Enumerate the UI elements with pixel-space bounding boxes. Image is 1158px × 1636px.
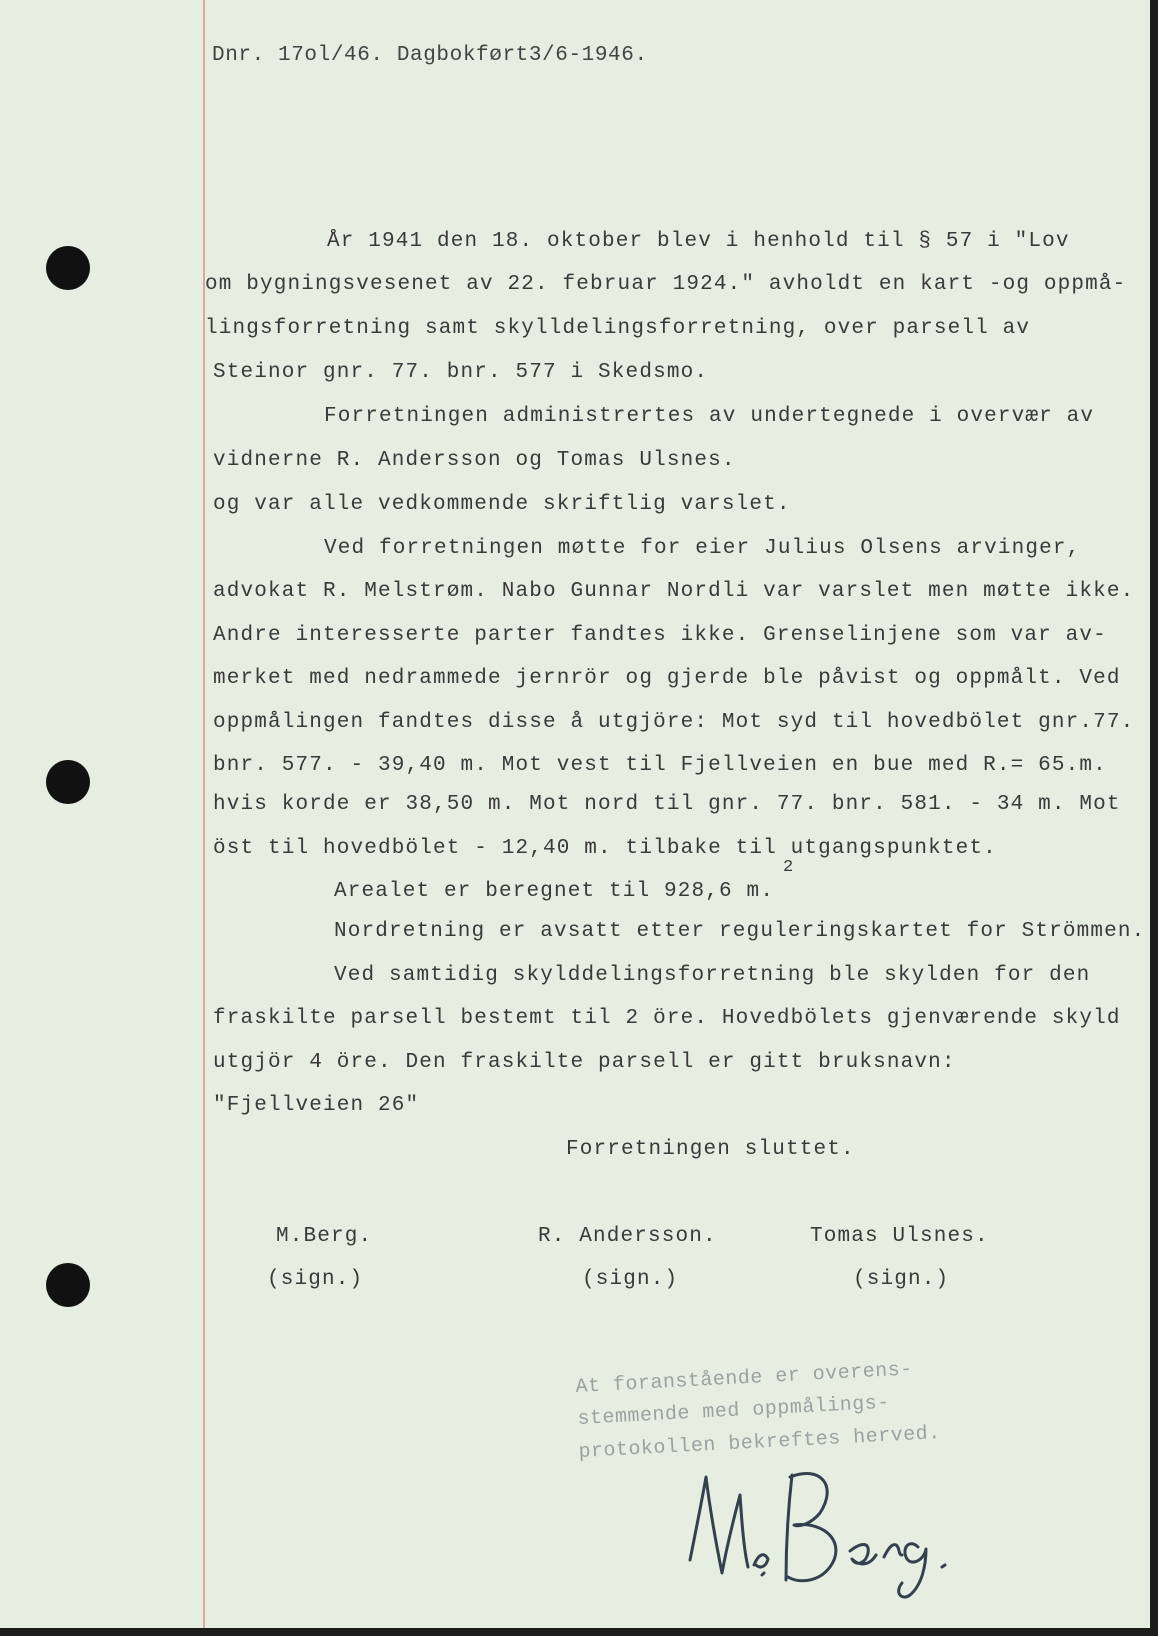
body-line: Ved samtidig skylddelingsforretning ble skylden for den — [334, 964, 1091, 987]
journal-header: Dnr. 17ol/46. Dagbokført3/6-1946. — [212, 44, 648, 67]
signatory-sign: (sign.) — [267, 1268, 364, 1291]
closing-line: Forretningen sluttet. — [566, 1138, 855, 1161]
body-line: Ved forretningen møtte for eier Julius Olsens arvinger, — [324, 537, 1081, 560]
signatory-name: Tomas Ulsnes. — [810, 1225, 989, 1248]
body-line: hvis korde er 38,50 m. Mot nord til gnr. 77. bnr. 581. - 34 m. Mot — [213, 793, 1121, 816]
punch-hole — [46, 246, 90, 290]
body-line: fraskilte parsell bestemt til 2 öre. Hovedbölets gjenværende skyld — [213, 1007, 1121, 1030]
body-line: oppmålingen fandtes disse å utgjöre: Mot syd til hovedbölet gnr.77. — [213, 711, 1135, 734]
body-line: advokat R. Melstrøm. Nabo Gunnar Nordli var varslet men møtte ikke. — [213, 580, 1135, 603]
body-line: bnr. 577. - 39,40 m. Mot vest til Fjellveien en bue med R.= 65.m. — [213, 754, 1107, 777]
signatory-sign: (sign.) — [853, 1268, 950, 1291]
body-line: lingsforretning samt skylldelingsforretning, over parsell av — [205, 317, 1031, 340]
body-line: År 1941 den 18. oktober blev i henhold til § 57 i "Lov — [327, 230, 1070, 253]
body-line: utgjör 4 öre. Den fraskilte parsell er gitt bruksnavn: — [213, 1051, 956, 1074]
body-line: om bygningsvesenet av 22. februar 1924." avholdt en kart -og oppmå- — [205, 273, 1127, 296]
body-line: "Fjellveien 26" — [213, 1094, 420, 1117]
punch-hole — [46, 1263, 90, 1307]
area-superscript: 2 — [783, 858, 794, 877]
certification-stamp-line: protokollen bekreftes herved. — [578, 1422, 942, 1464]
punch-hole — [46, 760, 90, 804]
body-line: Forretningen administrertes av undertegnede i overvær av — [324, 405, 1095, 428]
certification-stamp-line: At foranstående er overens- — [575, 1358, 914, 1399]
margin-line — [203, 0, 205, 1628]
body-line: Steinor gnr. 77. bnr. 577 i Skedsmo. — [213, 361, 709, 384]
area-text: Arealet er beregnet til 928,6 m. — [334, 880, 775, 903]
body-line: Andre interesserte parter fandtes ikke. Grenselinjene som var av- — [213, 624, 1107, 647]
area-line — [334, 880, 774, 903]
body-line: merket med nedrammede jernrör og gjerde ble påvist og oppmålt. Ved — [213, 667, 1121, 690]
body-line: vidnerne R. Andersson og Tomas Ulsnes. — [213, 449, 736, 472]
signatory-name: M.Berg. — [276, 1225, 373, 1248]
certification-stamp-line: stemmende med oppmålings- — [577, 1391, 891, 1431]
signatory-sign: (sign.) — [582, 1268, 679, 1291]
body-line: öst til hovedbölet - 12,40 m. tilbake til utgangspunktet. — [213, 837, 997, 860]
signatory-name: R. Andersson. — [538, 1225, 717, 1248]
body-line: Nordretning er avsatt etter reguleringskartet for Strömmen. — [334, 920, 1146, 943]
handwritten-signature — [670, 1455, 1020, 1605]
body-line: og var alle vedkommende skriftlig varslet. — [213, 493, 791, 516]
